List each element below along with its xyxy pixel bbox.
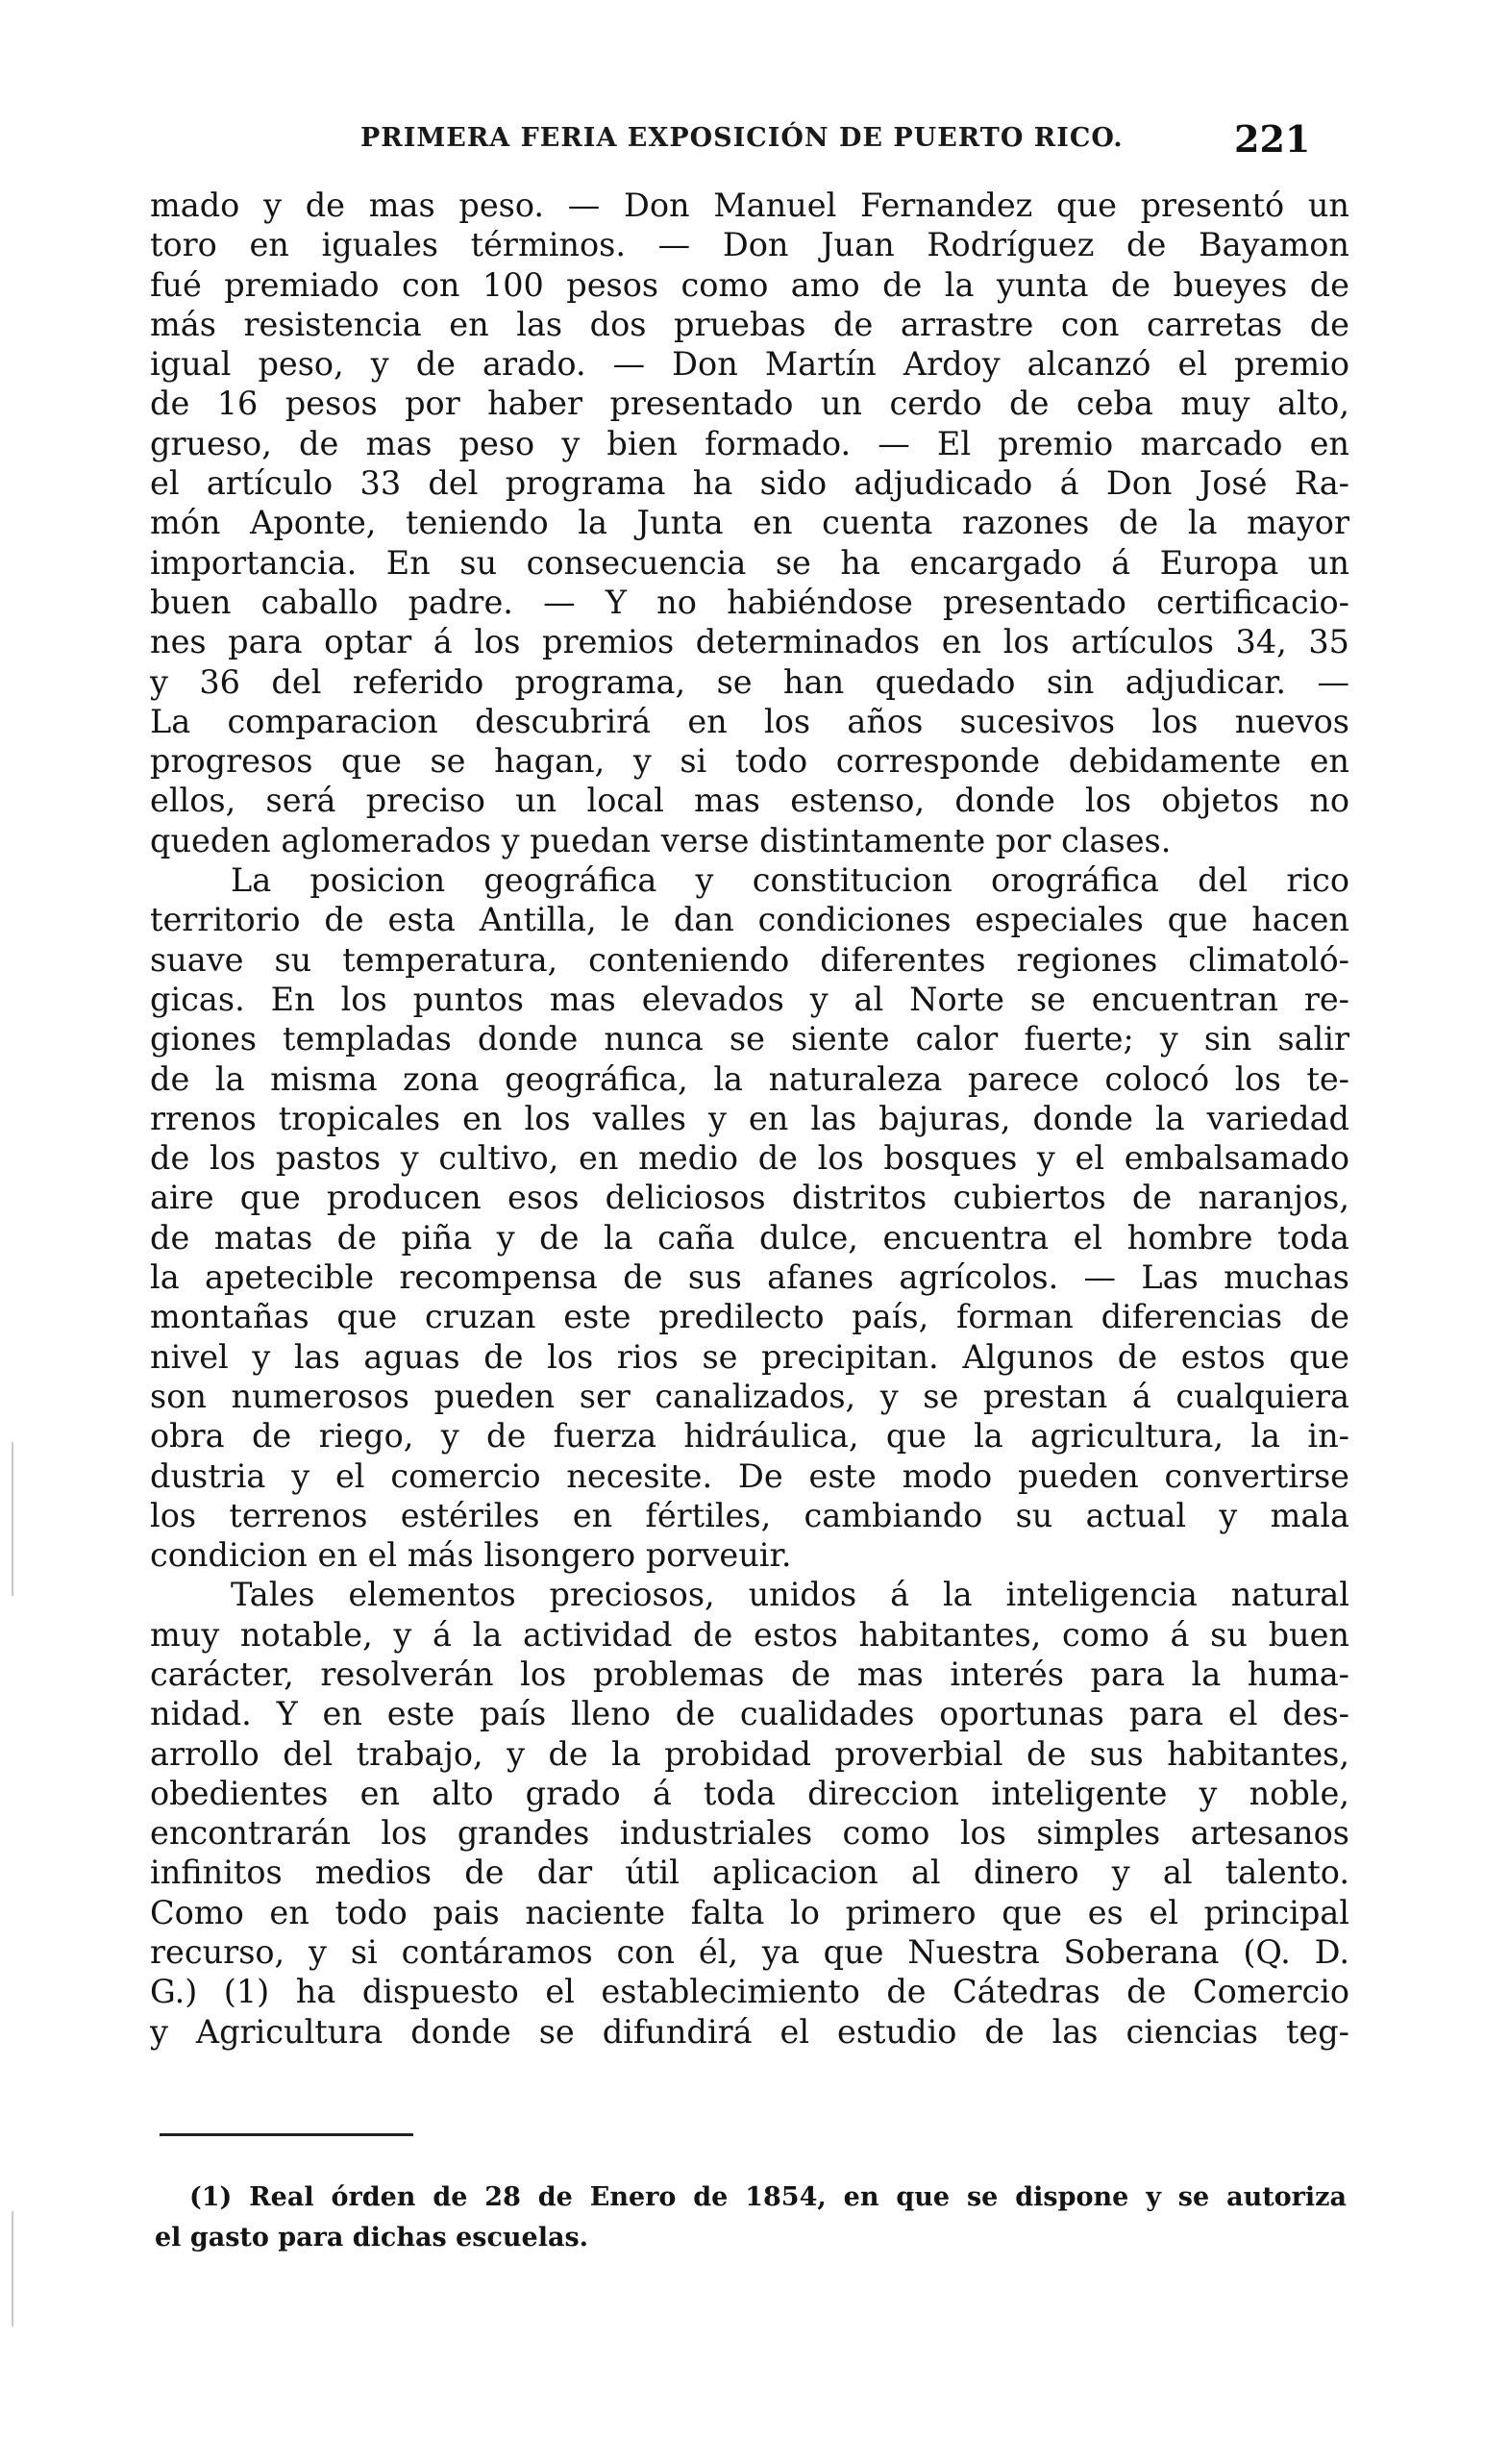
- margin-scan-mark: [12, 2211, 13, 2327]
- text-line: la apetecible recompensa de sus afanes agrícolos. — Las muchas: [150, 1258, 1349, 1297]
- text-line: y 36 del referido programa, se han quedado sin adjudicar. —: [150, 662, 1349, 701]
- text-line: Como en todo pais naciente falta lo primero que es el principal: [150, 1893, 1349, 1931]
- text-line: suave su temperatura, conteniendo diferentes regiones climatoló-: [150, 940, 1349, 979]
- text-line: encontrarán los grandes industriales como los simples artesanos: [150, 1814, 1349, 1853]
- paragraph-start-line: Tales elementos preciosos, unidos á la inteligencia natural: [231, 1576, 1349, 1614]
- text-line: de matas de piña y de la caña dulce, encuentra el hombre toda: [150, 1218, 1349, 1257]
- margin-scan-mark: [12, 1442, 13, 1596]
- text-line: La comparacion descubrirá en los años sucesivos los nuevos: [150, 702, 1349, 740]
- text-line: el artículo 33 del programa ha sido adjudicado á Don José Ra-: [150, 464, 1349, 503]
- text-line: ellos, será preciso un local mas estenso, donde los objetos no: [150, 782, 1349, 820]
- text-line: giones templadas donde nunca se siente calor fuerte; y sin salir: [150, 1020, 1349, 1058]
- text-line: gicas. En los puntos mas elevados y al Norte se encuentran re-: [150, 980, 1349, 1018]
- text-line: muy notable, y á la actividad de estos habitantes, como á su buen: [150, 1615, 1349, 1654]
- text-line: carácter, resolverán los problemas de mas interés para la huma-: [150, 1655, 1349, 1693]
- text-line: G.) (1) ha dispuesto el establecimiento de Cátedras de Comercio: [150, 1973, 1349, 2011]
- text-line: arrollo del trabajo, y de la probidad proverbial de sus habitantes,: [150, 1734, 1349, 1773]
- paragraph-start-line: La posicion geográfica y constitucion orográfica del rico: [231, 861, 1349, 900]
- text-line: obra de riego, y de fuerza hidráulica, que la agricultura, la in-: [150, 1417, 1349, 1456]
- text-line: montañas que cruzan este predilecto país, forman diferencias de: [150, 1298, 1349, 1336]
- text-line: importancia. En su consecuencia se ha encargado á Europa un: [150, 543, 1349, 582]
- text-line: de 16 pesos por haber presentado un cerdo de ceba muy alto,: [150, 385, 1349, 423]
- text-line: recurso, y si contáramos con él, ya que Nuestra Soberana (Q. D.: [150, 1933, 1349, 1972]
- body-text: [150, 186, 1349, 2052]
- text-line: progresos que se hagan, y si todo corresponde debidamente en: [150, 742, 1349, 781]
- text-line: y Agricultura donde se difundirá el estudio de las ciencias teg-: [150, 2012, 1349, 2051]
- text-line: dustria y el comercio necesite. De este modo pueden convertirse: [150, 1456, 1349, 1495]
- text-line: los terrenos estériles en fértiles, cambiando su actual y mala: [150, 1496, 1349, 1534]
- text-line: igual peso, y de arado. — Don Martín Ardoy alcanzó el premio: [150, 345, 1349, 384]
- footnote-line: el gasto para dichas escuelas.: [155, 2223, 589, 2252]
- footnote-line: (1) Real órden de 28 de Enero de 1854, en que se dispone y se autoriza: [189, 2182, 1347, 2212]
- footnote: [155, 2178, 1347, 2258]
- text-line: de la misma zona geográfica, la naturaleza parece colocó los te-: [150, 1059, 1349, 1098]
- text-line: obedientes en alto grado á toda direccion inteligente y noble,: [150, 1774, 1349, 1812]
- running-title: PRIMERA FERIA EXPOSICIÓN DE PUERTO RICO.: [360, 123, 1124, 153]
- text-line: grueso, de mas peso y bien formado. — El premio marcado en: [150, 424, 1349, 462]
- text-line: de los pastos y cultivo, en medio de los bosques y el embalsamado: [150, 1139, 1349, 1178]
- text-line: mado y de mas peso. — Don Manuel Fernandez que presentó un: [150, 187, 1349, 224]
- text-line: nivel y las aguas de los rios se precipitan. Algunos de estos que: [150, 1337, 1349, 1376]
- text-line: món Aponte, teniendo la Junta en cuenta razones de la mayor: [150, 504, 1349, 542]
- text-line: nidad. Y en este país lleno de cualidades oportunas para el des-: [150, 1695, 1349, 1733]
- text-line: territorio de esta Antilla, le dan condiciones especiales que hacen: [150, 901, 1349, 939]
- text-line: buen caballo padre. — Y no habiéndose presentado certificacio-: [150, 583, 1349, 621]
- text-line: más resistencia en las dos pruebas de arrastre con carretas de: [150, 305, 1349, 343]
- page-number: 221: [1234, 117, 1311, 161]
- footnote-separator-rule: [160, 2133, 413, 2136]
- text-line: rrenos tropicales en los valles y en las bajuras, donde la variedad: [150, 1099, 1349, 1137]
- text-line: fué premiado con 100 pesos como amo de la yunta de bueyes de: [150, 265, 1349, 304]
- text-line: infinitos medios de dar útil aplicacion al dinero y al talento.: [150, 1854, 1349, 1892]
- text-line: aire que producen esos deliciosos distritos cubiertos de naranjos,: [150, 1179, 1349, 1217]
- text-line: toro en iguales términos. — Don Juan Rodríguez de Bayamon: [150, 226, 1349, 264]
- text-line: queden aglomerados y puedan verse distintamente por clases.: [150, 821, 1172, 859]
- text-line: nes para optar á los premios determinados en los artículos 34, 35: [150, 623, 1349, 661]
- text-line: condicion en el más lisongero porveuir.: [150, 1536, 792, 1575]
- text-line: son numerosos pueden ser canalizados, y se prestan á cualquiera: [150, 1377, 1349, 1415]
